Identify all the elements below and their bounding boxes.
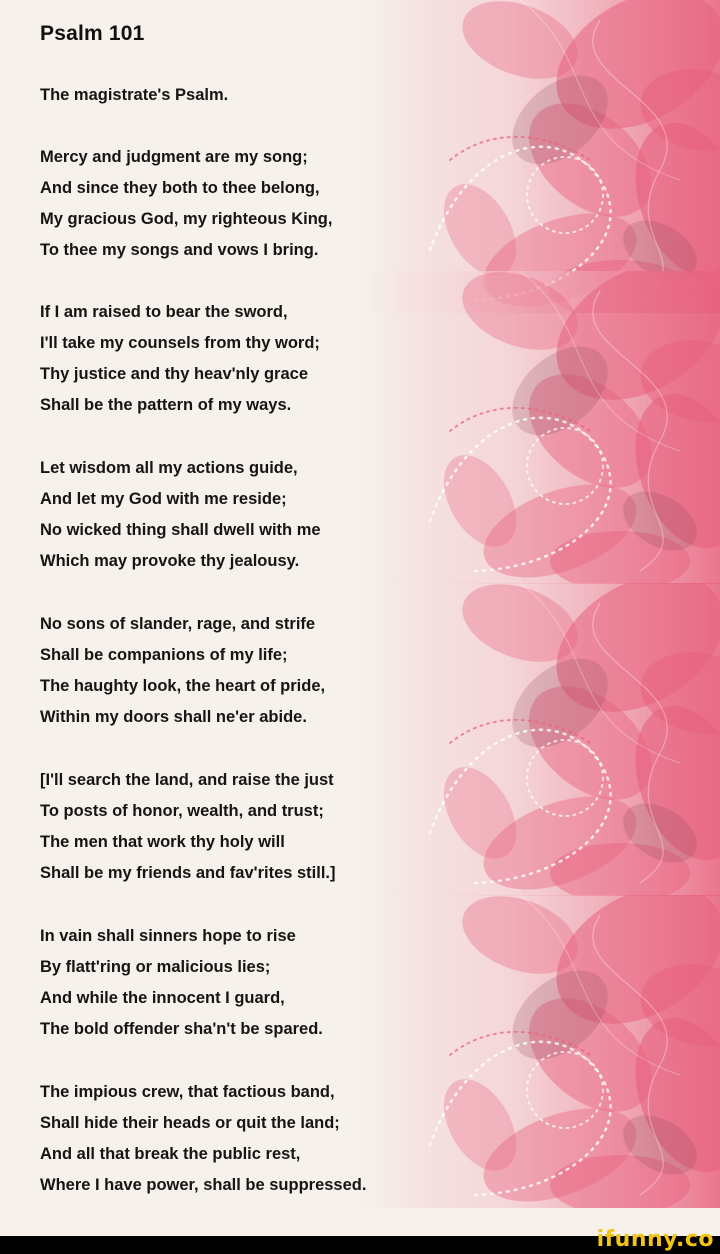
- poem-line: The bold offender sha'n't be spared.: [40, 1020, 323, 1038]
- poem-line: No wicked thing shall dwell with me: [40, 521, 321, 539]
- poem-line: Shall be companions of my life;: [40, 646, 288, 664]
- poem-line: And while the innocent I guard,: [40, 989, 285, 1007]
- stanza-6: [40, 921, 323, 1045]
- stanza-2: [40, 297, 320, 421]
- stanza-1: [40, 142, 332, 266]
- poem-line: If I am raised to bear the sword,: [40, 303, 288, 321]
- poem-line: And all that break the public rest,: [40, 1145, 301, 1163]
- stanza-5: [40, 765, 336, 889]
- page-title: Psalm 101: [40, 22, 145, 45]
- poem-line: Let wisdom all my actions guide,: [40, 459, 298, 477]
- poem-line: [I'll search the land, and raise the just: [40, 771, 334, 789]
- poem-line: Mercy and judgment are my song;: [40, 148, 308, 166]
- poem-line: To thee my songs and vows I bring.: [40, 241, 319, 259]
- stanza-4: [40, 609, 325, 733]
- poem-line: And since they both to thee belong,: [40, 179, 320, 197]
- watermark-bar: [0, 1227, 720, 1254]
- poem-line: Thy justice and thy heav'nly grace: [40, 365, 309, 383]
- poem-line: Within my doors shall ne'er abide.: [40, 708, 307, 726]
- poem-line: No sons of slander, rage, and strife: [40, 615, 316, 633]
- poem-line: To posts of honor, wealth, and trust;: [40, 802, 324, 820]
- ifunny-logo: ifunny.co: [596, 1227, 714, 1252]
- poem-line: My gracious God, my righteous King,: [40, 210, 333, 228]
- poem-line: In vain shall sinners hope to rise: [40, 927, 296, 945]
- poem-line: By flatt'ring or malicious lies;: [40, 958, 271, 976]
- poem-line: Where I have power, shall be suppressed.: [40, 1176, 367, 1194]
- poem-line: Shall be the pattern of my ways.: [40, 396, 292, 414]
- poem-line: Shall be my friends and fav'rites still.]: [40, 864, 336, 882]
- poem-line: Which may provoke thy jealousy.: [40, 552, 300, 570]
- poem-line: The haughty look, the heart of pride,: [40, 677, 326, 695]
- poem-line: I'll take my counsels from thy word;: [40, 334, 320, 352]
- poem-line: The men that work thy holy will: [40, 833, 285, 851]
- stanza-7: [40, 1077, 366, 1201]
- page-subtitle: The magistrate's Psalm.: [40, 86, 229, 104]
- poem-line: The impious crew, that factious band,: [40, 1083, 335, 1101]
- poem-line: Shall hide their heads or quit the land;: [40, 1114, 340, 1132]
- poem-line: And let my God with me reside;: [40, 490, 287, 508]
- stanza-3: [40, 453, 321, 577]
